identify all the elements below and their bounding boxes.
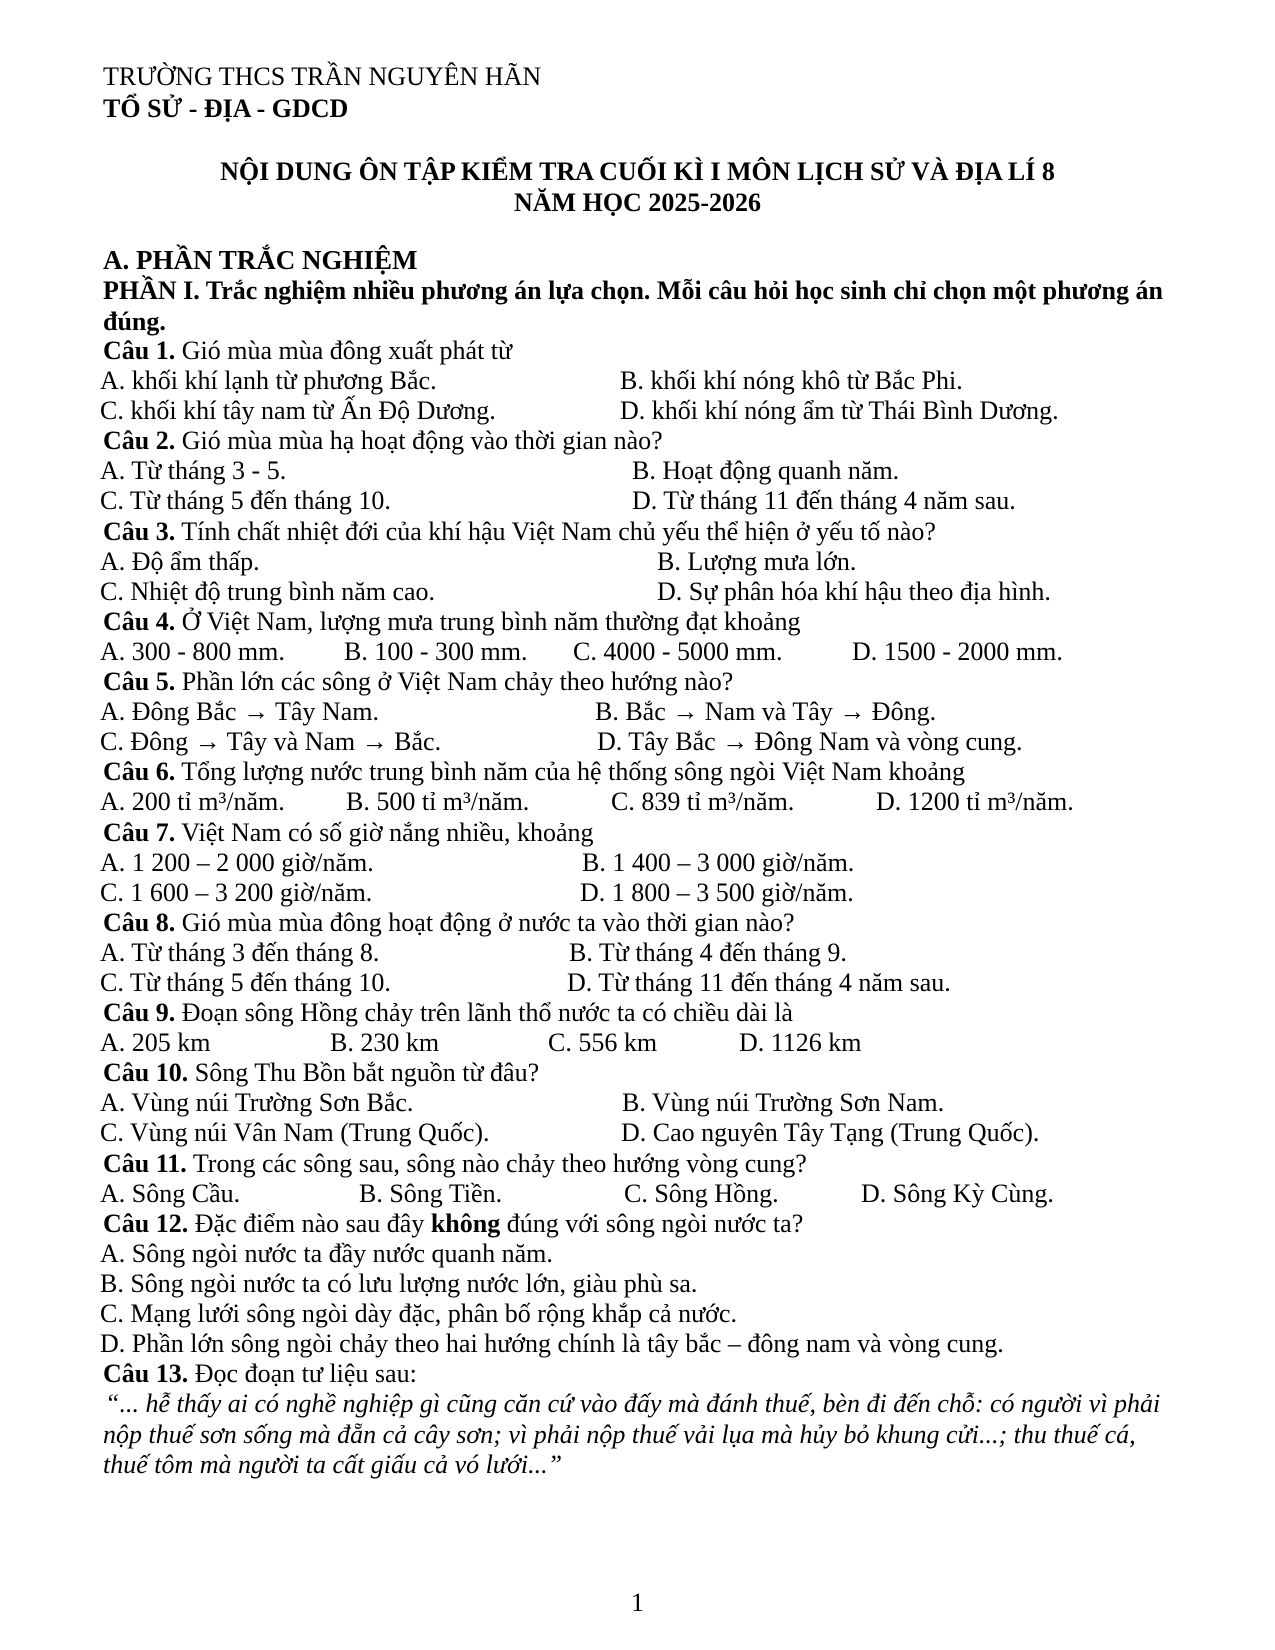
option: C. Đông → Tây và Nam → Bắc. xyxy=(100,727,442,757)
question-text: Đặc điểm nào sau đây xyxy=(188,1208,431,1238)
option-row xyxy=(100,546,1203,577)
question-stem xyxy=(103,607,1203,637)
question-stem xyxy=(103,908,1203,938)
school-name: TRƯỜNG THCS TRẦN NGUYÊN HÃN xyxy=(103,62,542,91)
question-label: Câu 12. xyxy=(103,1208,189,1238)
option: A. Độ ẩm thấp. xyxy=(100,546,260,576)
option-row xyxy=(100,636,1203,667)
option: B. Lượng mưa lớn. xyxy=(657,546,857,576)
option: A. Vùng núi Trường Sơn Bắc. xyxy=(100,1088,414,1118)
option-row xyxy=(100,1178,1203,1209)
option: C. 4000 - 5000 mm. xyxy=(573,636,783,666)
option: C. Nhiệt độ trung bình năm cao. xyxy=(100,576,436,606)
option: C. Vùng núi Vân Nam (Trung Quốc). xyxy=(100,1118,490,1148)
option: B. Hoạt động quanh năm. xyxy=(632,456,900,486)
question-list xyxy=(100,336,1203,1481)
question-text: Sông Thu Bồn bắt nguồn từ đâu? xyxy=(188,1058,540,1088)
option: B. Vùng núi Trường Sơn Nam. xyxy=(622,1088,945,1118)
question-stem xyxy=(103,757,1203,787)
question-label: Câu 4. xyxy=(103,606,176,636)
option-row xyxy=(100,576,1203,607)
option: B. Bắc → Nam và Tây → Đông. xyxy=(595,697,937,727)
option-row xyxy=(100,877,1203,908)
question-stem xyxy=(103,426,1203,456)
option: D. 1500 - 2000 mm. xyxy=(852,636,1063,666)
question-stem xyxy=(103,667,1203,697)
question-text: Phần lớn các sông ở Việt Nam chảy theo hướng nào? xyxy=(175,667,734,697)
option-row xyxy=(100,1238,1203,1269)
question-stem xyxy=(103,1359,1203,1389)
option-row xyxy=(100,847,1203,878)
question-label: Câu 5. xyxy=(103,667,176,697)
option: A. 200 tỉ m³/năm. xyxy=(100,787,285,817)
option-row xyxy=(100,1028,1203,1058)
question-text: Tổng lượng nước trung bình năm của hệ thống sông ngòi Việt Nam khoảng xyxy=(175,757,965,787)
question-text: Trong các sông sau, sông nào chảy theo hướng vòng cung? xyxy=(186,1148,807,1178)
question-label: Câu 8. xyxy=(103,907,176,937)
question-label: Câu 11. xyxy=(103,1148,187,1178)
option: D. Từ tháng 11 đến tháng 4 năm sau. xyxy=(567,967,951,997)
option: D. 1 800 – 3 500 giờ/năm. xyxy=(580,877,854,907)
question-label: Câu 13. xyxy=(103,1359,189,1389)
option: D. 1126 km xyxy=(739,1028,862,1058)
option: A. Từ tháng 3 - 5. xyxy=(100,456,287,486)
question-text: Gió mùa mùa hạ hoạt động vào thời gian nào? xyxy=(175,426,663,456)
option: C. khối khí tây nam từ Ấn Độ Dương. xyxy=(100,396,496,426)
question-text: Ở Việt Nam, lượng mưa trung bình năm thường đạt khoảng xyxy=(175,606,801,636)
option-row xyxy=(100,787,1203,817)
option: D. 1200 tỉ m³/năm. xyxy=(876,787,1074,817)
option-row xyxy=(100,1299,1203,1329)
question-stem xyxy=(103,998,1203,1028)
quote-line: “... hễ thấy ai có nghề nghiệp gì cũng căn cứ vào đấy mà đánh thuế, bèn đi đến chỗ: có người vì phải xyxy=(105,1389,1161,1419)
quote-line: nộp thuế sơn sống mà đẵn cả cây sơn; vì phải nộp thuế vải lụa mà hủy bỏ khung cửi...; thu thuế cá, xyxy=(103,1419,1136,1449)
question-text: Đoạn sông Hồng chảy trên lãnh thổ nước ta có chiều dài là xyxy=(175,998,793,1028)
option-row xyxy=(100,967,1203,998)
option: A. 1 200 – 2 000 giờ/năm. xyxy=(100,847,374,877)
option: B. Từ tháng 4 đến tháng 9. xyxy=(569,937,847,967)
question-text: Đọc đoạn tư liệu sau: xyxy=(188,1359,417,1389)
option: A. 300 - 800 mm. xyxy=(100,636,285,666)
option-row xyxy=(100,1268,1203,1299)
option: B. khối khí nóng khô từ Bắc Phi. xyxy=(620,366,963,396)
option: B. 1 400 – 3 000 giờ/năm. xyxy=(582,847,855,877)
option-row xyxy=(100,456,1203,486)
option-row xyxy=(100,1088,1203,1118)
option: D. Cao nguyên Tây Tạng (Trung Quốc). xyxy=(621,1118,1040,1148)
option: A. Đông Bắc → Tây Nam. xyxy=(100,697,379,727)
option-row xyxy=(100,396,1203,426)
option: C. Sông Hồng. xyxy=(624,1178,779,1208)
option: C. 839 tỉ m³/năm. xyxy=(611,787,795,817)
question-label: Câu 3. xyxy=(103,516,176,546)
option: C. Từ tháng 5 đến tháng 10. xyxy=(100,967,391,997)
option: D. Sự phân hóa khí hậu theo địa hình. xyxy=(657,576,1051,606)
document-title: NỘI DUNG ÔN TẬP KIỂM TRA CUỐI KÌ I MÔN LỊCH SỬ VÀ ĐỊA LÍ 8 xyxy=(220,157,1055,186)
question-label: Câu 6. xyxy=(103,757,176,787)
option: B. Sông Tiền. xyxy=(359,1178,503,1208)
option: A. 205 km xyxy=(100,1028,211,1058)
question-text: Tính chất nhiệt đới của khí hậu Việt Nam chủ yếu thể hiện ở yếu tố nào? xyxy=(175,516,936,546)
page-number: 1 xyxy=(631,1588,644,1617)
option-row xyxy=(100,727,1203,757)
source-quote xyxy=(103,1389,1203,1481)
question-stem xyxy=(103,517,1203,547)
question-stem xyxy=(103,1149,1203,1179)
option: D. Phần lớn sông ngòi chảy theo hai hướng chính là tây bắc – đông nam và vòng cung. xyxy=(100,1329,1004,1359)
option: A. Sông ngòi nước ta đầy nước quanh năm. xyxy=(100,1238,553,1268)
question-text: Gió mùa mùa đông hoạt động ở nước ta vào thời gian nào? xyxy=(175,907,795,937)
option: C. Mạng lưới sông ngòi dày đặc, phân bố rộng khắp cả nước. xyxy=(100,1299,737,1328)
quote-line: thuế tôm mà người ta cất giấu cả vó lưới...” xyxy=(103,1450,563,1480)
option-row xyxy=(100,937,1203,968)
question-label: Câu 7. xyxy=(103,817,176,847)
option-row xyxy=(100,1118,1203,1148)
option: D. khối khí nóng ẩm từ Thái Bình Dương. xyxy=(620,396,1059,426)
option: C. 1 600 – 3 200 giờ/năm. xyxy=(100,877,373,907)
option: D. Tây Bắc → Đông Nam và vòng cung. xyxy=(597,727,1023,757)
option: B. Sông ngòi nước ta có lưu lượng nước lớn, giàu phù sa. xyxy=(100,1268,698,1298)
question-text: đúng với sông ngòi nước ta? xyxy=(500,1208,804,1238)
section-heading: A. PHẦN TRẮC NGHIỆM xyxy=(103,245,418,275)
emphasis-word: không xyxy=(430,1208,501,1238)
option-row xyxy=(100,486,1203,516)
question-label: Câu 2. xyxy=(103,426,176,456)
option: A. Sông Cầu. xyxy=(100,1178,241,1208)
option-row xyxy=(100,1329,1203,1359)
option-row xyxy=(100,366,1203,396)
option: B. 500 tỉ m³/năm. xyxy=(346,787,530,817)
question-stem xyxy=(103,336,1203,366)
question-stem xyxy=(103,1058,1203,1088)
school-year: NĂM HỌC 2025-2026 xyxy=(514,188,761,217)
question-stem xyxy=(103,1209,1203,1239)
option: D. Sông Kỳ Cùng. xyxy=(861,1178,1054,1208)
option: A. khối khí lạnh từ phương Bắc. xyxy=(100,366,437,396)
option: D. Từ tháng 11 đến tháng 4 năm sau. xyxy=(632,486,1016,516)
option: C. Từ tháng 5 đến tháng 10. xyxy=(100,486,391,516)
part-instruction: PHẦN I. Trắc nghiệm nhiều phương án lựa chọn. Mỗi câu hỏi học sinh chỉ chọn một phương án đúng. xyxy=(103,276,1163,336)
question-label: Câu 10. xyxy=(103,1058,189,1088)
question-stem xyxy=(103,818,1203,848)
department-name: TỔ SỬ - ĐỊA - GDCD xyxy=(103,94,349,123)
option: B. 100 - 300 mm. xyxy=(344,636,528,666)
option: A. Từ tháng 3 đến tháng 8. xyxy=(100,937,380,967)
option: B. 230 km xyxy=(330,1028,440,1058)
option: C. 556 km xyxy=(548,1028,658,1058)
question-label: Câu 1. xyxy=(103,336,176,365)
question-text: Gió mùa mùa đông xuất phát từ xyxy=(175,336,513,365)
question-label: Câu 9. xyxy=(103,998,176,1028)
option-row xyxy=(100,697,1203,727)
question-text: Việt Nam có số giờ nắng nhiều, khoảng xyxy=(175,817,594,847)
